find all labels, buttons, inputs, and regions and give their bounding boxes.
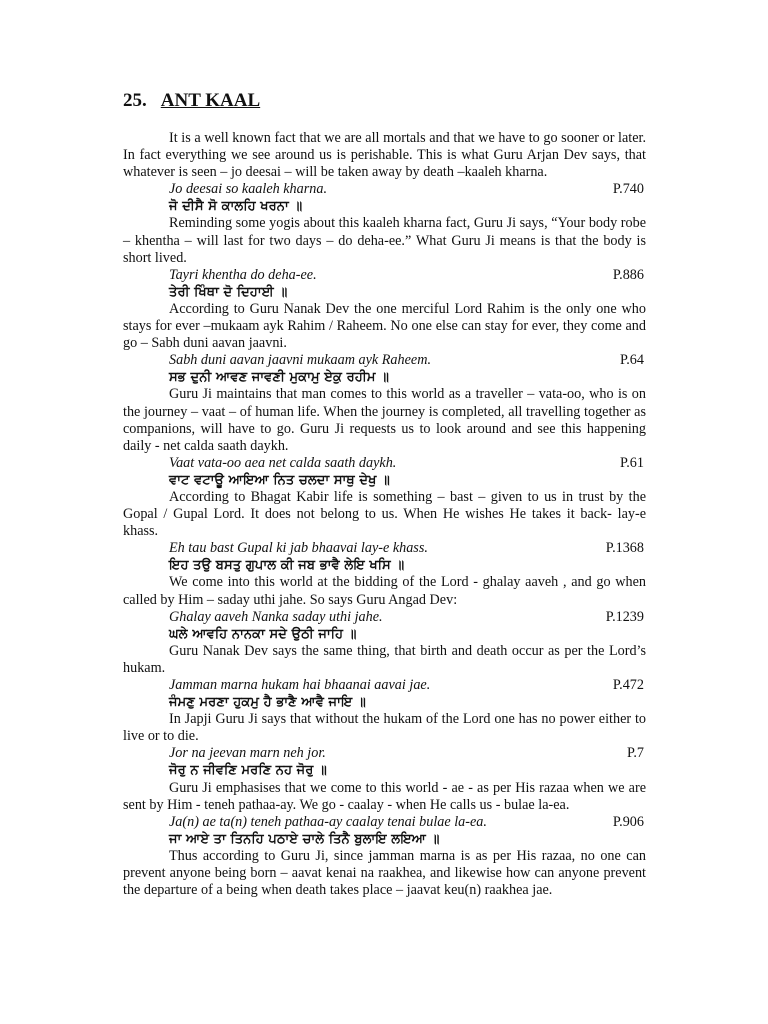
page-reference: P.7 (627, 745, 644, 762)
body-paragraph: In Japji Guru Ji says that without the hukam of the Lord one has no power either to live or to die. (123, 711, 646, 745)
page-reference: P.906 (612, 813, 644, 830)
gurmukhi-verse: ਘਲੇ ਆਵਹਿ ਨਾਨਕਾ ਸਦੇ ਉਠੀ ਜਾਹਿ ॥ (169, 626, 357, 642)
page-reference: P.1239 (605, 608, 644, 625)
quote-transliteration: Jamman marna hukam hai bhaanai aavai jae. (169, 677, 431, 693)
page-reference: P.1368 (605, 540, 644, 557)
body-paragraph: Guru Ji maintains that man comes to this world as a traveller – vata-oo, who is on the journey – vaat – of human life. When the journey is completed, all travelling together as companions, will have to go. Guru Ji requests us to look around and see this happening daily - net calda saath daykh. (123, 386, 646, 454)
quote-transliteration: Ja(n) ae ta(n) teneh pathaa-ay caalay tenai bulae la-ea. (169, 813, 487, 830)
quote-transliteration: Jor na jeevan marn neh jor. (169, 745, 326, 762)
body-paragraph: Guru Nanak Dev says the same thing, that birth and death occur as per the Lord’s hukam. (123, 642, 646, 676)
chapter-number: 25. (123, 90, 147, 111)
gurmukhi-verse: ਜੋਰੁ ਨ ਜੀਵਣਿ ਮਰਣਿ ਨਹ ਜੋਰੁ ॥ (169, 763, 327, 779)
quote-transliteration: Ghalay aaveh Nanka saday uthi jahe. (169, 608, 383, 625)
quote-line (169, 814, 646, 831)
quote-transliteration: Tayri khentha do deha-ee. (169, 266, 317, 283)
quote-transliteration: Eh tau bast Gupal ki jab bhaavai lay-e khass. (169, 540, 428, 557)
quote-line (169, 677, 646, 694)
quote-line (169, 181, 646, 198)
quote-line (169, 745, 646, 762)
page-reference: P.740 (612, 181, 644, 198)
quote-line (169, 267, 646, 284)
body-paragraph: Reminding some yogis about this kaaleh kharna fact, Guru Ji says, “Your body robe – khentha – will last for two days – do deha-ee.” What Guru Ji means is that the body is short lived. (123, 215, 646, 266)
quote-transliteration: Vaat vata-oo aea net calda saath daykh. (169, 454, 397, 471)
body-paragraph: We come into this world at the bidding of the Lord - ghalay aaveh , and go when called by Him – saday uthi jahe. So says Guru Angad Dev: (123, 574, 646, 608)
gurmukhi-verse: ਵਾਟ ਵਟਾਊ ਆਇਆ ਨਿਤ ਚਲਦਾ ਸਾਥੁ ਦੇਖੁ ॥ (169, 472, 390, 488)
quote-transliteration: Sabh duni aavan jaavni mukaam ayk Raheem. (169, 352, 432, 369)
quote-line (169, 352, 646, 369)
chapter-title: ANT KAAL (160, 90, 261, 111)
document-body (123, 130, 646, 899)
body-paragraph: It is a well known fact that we are all mortals and that we have to go sooner or later. In fact everything we see around us is perishable. This is what Guru Arjan Dev says, that whatever is seen – jo deesai – will be taken away by death –kaaleh kharna. (123, 130, 646, 181)
quote-line (169, 455, 646, 472)
gurmukhi-verse: ਸਭ ਦੁਨੀ ਆਵਣ ਜਾਵਣੀ ਮੁਕਾਮੁ ਏਕੁ ਰਹੀਮ ॥ (169, 370, 390, 386)
gurmukhi-verse: ਤੇਰੀ ਖਿੰਥਾ ਦੋ ਦਿਹਾਈ ॥ (169, 284, 288, 300)
gurmukhi-verse: ਜੰਮਣੁ ਮਰਣਾ ਹੁਕਮੁ ਹੈ ਭਾਣੈ ਆਵੈ ਜਾਇ ॥ (169, 695, 366, 711)
body-paragraph: Guru Ji emphasises that we come to this world - ae - as per His razaa when we are sent by Him - teneh pathaa-ay. We go - caalay - when He calls us - bulae la-ea. (123, 779, 646, 813)
page-reference: P.886 (612, 266, 644, 283)
chapter-heading (123, 90, 260, 112)
page-reference: P.472 (612, 677, 644, 693)
gurmukhi-verse: ਜਾ ਆਏ ਤਾ ਤਿਨਹਿ ਪਠਾਏ ਚਾਲੇ ਤਿਨੈ ਬੁਲਾਇ ਲਇਆ ॥ (169, 831, 440, 847)
gurmukhi-verse: ਜੋ ਦੀਸੈ ਸੋ ਕਾਲਹਿ ਖਰਨਾ ॥ (169, 199, 303, 215)
page-reference: P.64 (619, 352, 644, 369)
gurmukhi-verse: ਇਹ ਤਉ ਬਸਤੁ ਗੁਪਾਲ ਕੀ ਜਬ ਭਾਵੈ ਲੇਇ ਖਸਿ ॥ (169, 558, 405, 574)
body-paragraph: According to Guru Nanak Dev the one merciful Lord Rahim is the only one who stays for ever –mukaam ayk Rahim / Raheem. No one else can stay for ever, they come and go – Sabh duni aavan jaavni. (123, 300, 646, 352)
quote-line (169, 540, 646, 557)
quote-line (169, 609, 646, 626)
quote-transliteration: Jo deesai so kaaleh kharna. (169, 181, 327, 198)
body-paragraph: Thus according to Guru Ji, since jamman marna is as per His razaa, no one can prevent anyone being born – aavat kenai na raakhea, and likewise how can anyone prevent the departure of a being when death takes place – jaavat keu(n) raakhea jae. (123, 847, 646, 899)
page-reference: P.61 (619, 454, 644, 471)
body-paragraph: According to Bhagat Kabir life is something – bast – given to us in trust by the Gopal / Gupal Lord. It does not belong to us. When He wishes He takes it back- lay-e khass. (123, 488, 646, 540)
